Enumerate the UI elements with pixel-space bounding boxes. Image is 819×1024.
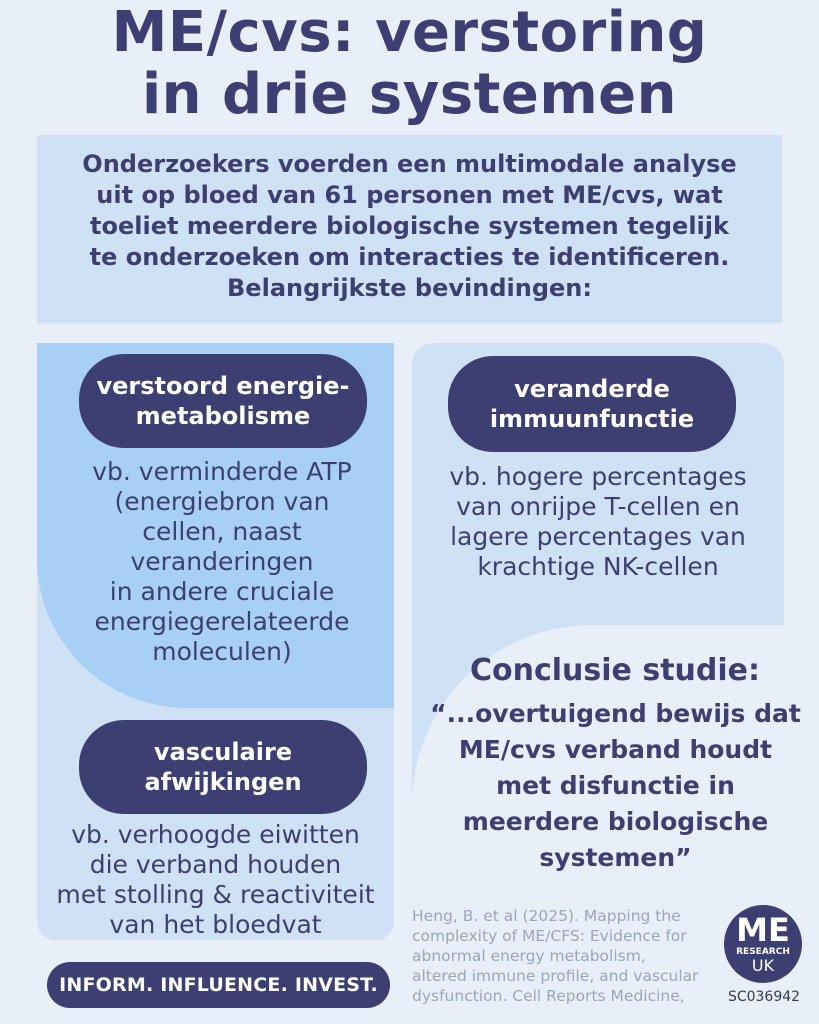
title-line-2: in drie systemen (141, 62, 678, 127)
citation-line: dysfunction. Cell Reports Medicine, (412, 987, 685, 1005)
energy-desc-line: cellen, naast (142, 517, 302, 546)
energy-desc-line: vb. verminderde ATP (92, 457, 352, 486)
intro-line: te onderzoeken om interacties te identificeren. (89, 243, 730, 271)
intro-box (37, 135, 782, 323)
energy-desc-line: energiegerelateerde (94, 607, 350, 636)
immune-desc-line: krachtige NK-cellen (477, 552, 719, 581)
immune-desc-line: lagere percentages van (450, 522, 746, 551)
energy-label-line: verstoord energie- (96, 372, 350, 400)
quote-line: met disfunctie in (496, 771, 735, 800)
immune-desc-line: van onrijpe T-cellen en (456, 492, 740, 521)
vascular-desc-line: die verband houden (89, 850, 342, 879)
intro-text (37, 149, 782, 304)
vascular-desc-line: van het bloedvat (109, 910, 322, 939)
me-research-uk-logo (724, 905, 802, 983)
quote-line: ME/cvs verband houdt (458, 735, 773, 764)
immune-desc-line: vb. hogere percentages (449, 462, 747, 491)
vascular-label-line: afwijkingen (144, 768, 302, 796)
intro-line: uit op bloed van 61 personen met ME/cvs, wat (96, 181, 723, 209)
vascular-desc-line: vb. verhoogde eiwitten (71, 820, 360, 849)
energy-desc-line: veranderingen (130, 547, 314, 576)
intro-line: toeliet meerdere biologische systemen tegelijk (90, 212, 729, 240)
page-title (0, 2, 819, 126)
citation-line: Heng, B. et al (2025). Mapping the (412, 907, 681, 925)
logo-uk-text: UK (751, 956, 775, 975)
tagline-badge: INFORM. INFLUENCE. INVEST. (47, 962, 390, 1008)
title-line-1: ME/cvs: verstoring (111, 0, 708, 65)
energy-desc-line: (energiebron van (114, 487, 330, 516)
vascular-label-line: vasculaire (153, 738, 293, 766)
energy-metabolism-pill (79, 354, 367, 448)
energy-description (52, 457, 392, 667)
quote-line: “...overtuigend bewijs dat (430, 699, 801, 728)
vascular-desc-line: met stolling & reactiviteit (56, 880, 375, 909)
energy-label-line: metabolisme (135, 402, 311, 430)
logo-research-text: RESEARCH (736, 947, 790, 957)
vascular-description (37, 820, 394, 940)
quote-line: meerdere biologische (462, 807, 769, 836)
conclusion-title: Conclusie studie: (470, 653, 760, 688)
immune-label-line: immuunfunctie (489, 405, 695, 433)
quote-line: systemen” (539, 843, 692, 872)
conclusion-quote (418, 696, 813, 876)
immune-label-line: veranderde (514, 375, 670, 403)
energy-desc-line: in andere cruciale (109, 577, 335, 606)
immune-description (412, 462, 784, 582)
citation (412, 906, 722, 1006)
citation-line: altered immune profile, and vascular (412, 967, 699, 985)
vascular-abnormalities-pill (79, 720, 367, 814)
charity-number: SC036942 (727, 989, 801, 1005)
intro-line: Belangrijkste bevindingen: (227, 274, 592, 302)
citation-line: complexity of ME/CFS: Evidence for (412, 927, 687, 945)
immune-function-pill (448, 356, 736, 452)
energy-desc-line: moleculen) (152, 637, 292, 666)
citation-line: abnormal energy metabolism, (412, 947, 646, 965)
logo-me-text: ME (736, 911, 790, 949)
intro-line: Onderzoekers voerden een multimodale analyse (82, 150, 737, 178)
